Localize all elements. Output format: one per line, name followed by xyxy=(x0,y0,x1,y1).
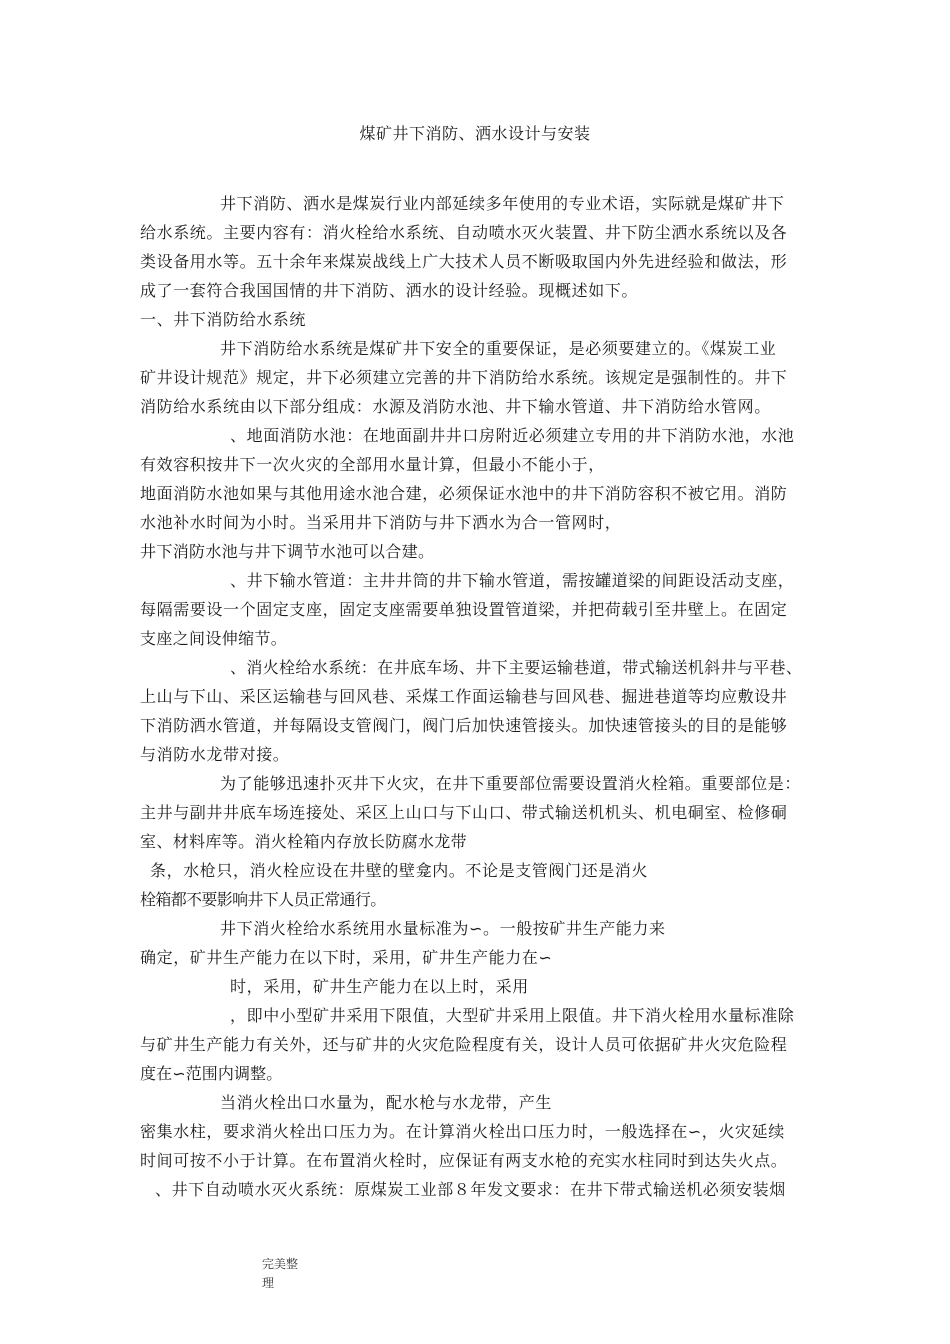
body-text-line: 一、井下消防给水系统 xyxy=(140,310,307,329)
body-text-line: 与消防水龙带对接。 xyxy=(140,745,290,764)
footer-text-line-2: 理 xyxy=(262,1276,275,1290)
body-text-line: 水池补水时间为小时。当采用井下消防与井下洒水为合一管网时， xyxy=(140,513,622,532)
body-text-line: 、地面消防水池：在地面副井井口房附近必须建立专用的井下消防水池，水池 xyxy=(230,426,795,445)
body-text-line: ，即中小型矿井采用下限值，大型矿井采用上限值。井下消火栓用水量标准除 xyxy=(230,1006,795,1025)
body-text-line: 消防给水系统由以下部分组成：水源及消防水池、井下输水管道、井下消防给水管网。 xyxy=(140,397,771,416)
body-text-line: 当消火栓出口水量为，配水枪与水龙带，产生 xyxy=(220,1093,553,1112)
body-text-line: 支座之间设伸缩节。 xyxy=(140,629,288,648)
body-text-line: 室、材料库等。消火栓箱内存放长防腐水龙带 xyxy=(140,832,468,851)
body-text-line: 成了一套符合我国国情的井下消防、洒水的设计经验。现概述如下。 xyxy=(140,281,639,300)
body-text-line: 时，采用，矿井生产能力在以上时，采用 xyxy=(230,977,529,996)
body-text-line: 井下消防、洒水是煤炭行业内部延续多年使用的专业术语，实际就是煤矿井下 xyxy=(220,194,785,213)
body-text-line: 有效容积按井下一次火灾的全部用水量计算，但最小不能小于， xyxy=(140,455,605,474)
body-text-line: 时间可按不小于计算。在布置消火栓时，应保证有两支水枪的充实水柱同时到达失火点。 xyxy=(140,1151,788,1170)
body-text-line: 类设备用水等。五十余年来煤炭战线上广大技术人员不断吸取国内外先进经验和做法，形 xyxy=(140,252,788,271)
body-text-line: 主井与副井井底车场连接处、采区上山口与下山口、带式输送机机头、机电硐室、检修硐 xyxy=(140,803,788,822)
body-text-line: 矿井设计规范》规定，井下必须建立完善的井下消防给水系统。该规定是强制性的。井下 xyxy=(140,368,788,387)
page-footer xyxy=(262,1255,298,1293)
body-text-line: 确定，矿井生产能力在以下时，采用，矿井生产能力在∽ xyxy=(140,948,553,967)
body-text-line: 每隔需要设一个固定支座，固定支座需要单独设置管道梁，并把荷载引至井壁上。在固定 xyxy=(140,600,788,619)
body-text-line: 上山与下山、采区运输巷与回风巷、采煤工作面运输巷与回风巷、掘进巷道等均应敷设井 xyxy=(140,687,788,706)
body-text-line: 地面消防水池如果与其他用途水池合建，必须保证水池中的井下消防容积不被它用。消防 xyxy=(140,484,788,503)
document-title: 煤矿井下消防、洒水设计与安装 xyxy=(359,124,591,143)
body-text-line: 、井下输水管道：主井井筒的井下输水管道，需按罐道梁的间距设活动支座， xyxy=(230,571,795,590)
body-text-line: 给水系统。主要内容有：消火栓给水系统、自动喷水灭火装置、井下防尘洒水系统以及各 xyxy=(140,223,788,242)
body-text-line: 栓箱都不要影响井下人员正常通行。 xyxy=(140,890,386,909)
body-text-line: 度在∽范围内调整。 xyxy=(140,1064,283,1083)
body-text-line: 、井下自动喷水灭火系统：原煤炭工业部８年发文要求：在井下带式输送机必须安装烟 xyxy=(155,1180,786,1199)
body-text-line: 条，水枪只，消火栓应设在井壁的壁龛内。不论是支管阀门还是消火 xyxy=(150,861,649,880)
body-text-line: 井下消火栓给水系统用水量标准为∽。一般按矿井生产能力来 xyxy=(220,919,666,938)
body-text-line: 下消防洒水管道，并每隔设支管阀门，阀门后加快速管接头。加快速管接头的目的是能够 xyxy=(140,716,788,735)
body-text-line: 井下消防给水系统是煤矿井下安全的重要保证，是必须要建立的。《煤炭工业 xyxy=(220,339,777,358)
footer-text-line-1: 完美整 xyxy=(262,1257,299,1271)
body-text-line: 井下消防水池与井下调节水池可以合建。 xyxy=(140,542,435,561)
body-text-line: 与矿井生产能力有关外，还与矿井的火灾危险程度有关，设计人员可依据矿井火灾危险程 xyxy=(140,1035,788,1054)
body-text-line: 为了能够迅速扑灭井下火灾，在井下重要部位需要设置消火栓箱。重要部位是： xyxy=(220,774,802,793)
body-text-line: 、消火栓给水系统：在井底车场、井下主要运输巷道，带式输送机斜井与平巷、 xyxy=(230,658,803,677)
body-text-line: 密集水柱，要求消火栓出口压力为。在计算消火栓出口压力时，一般选择在∽，火灾延续 xyxy=(140,1122,785,1141)
